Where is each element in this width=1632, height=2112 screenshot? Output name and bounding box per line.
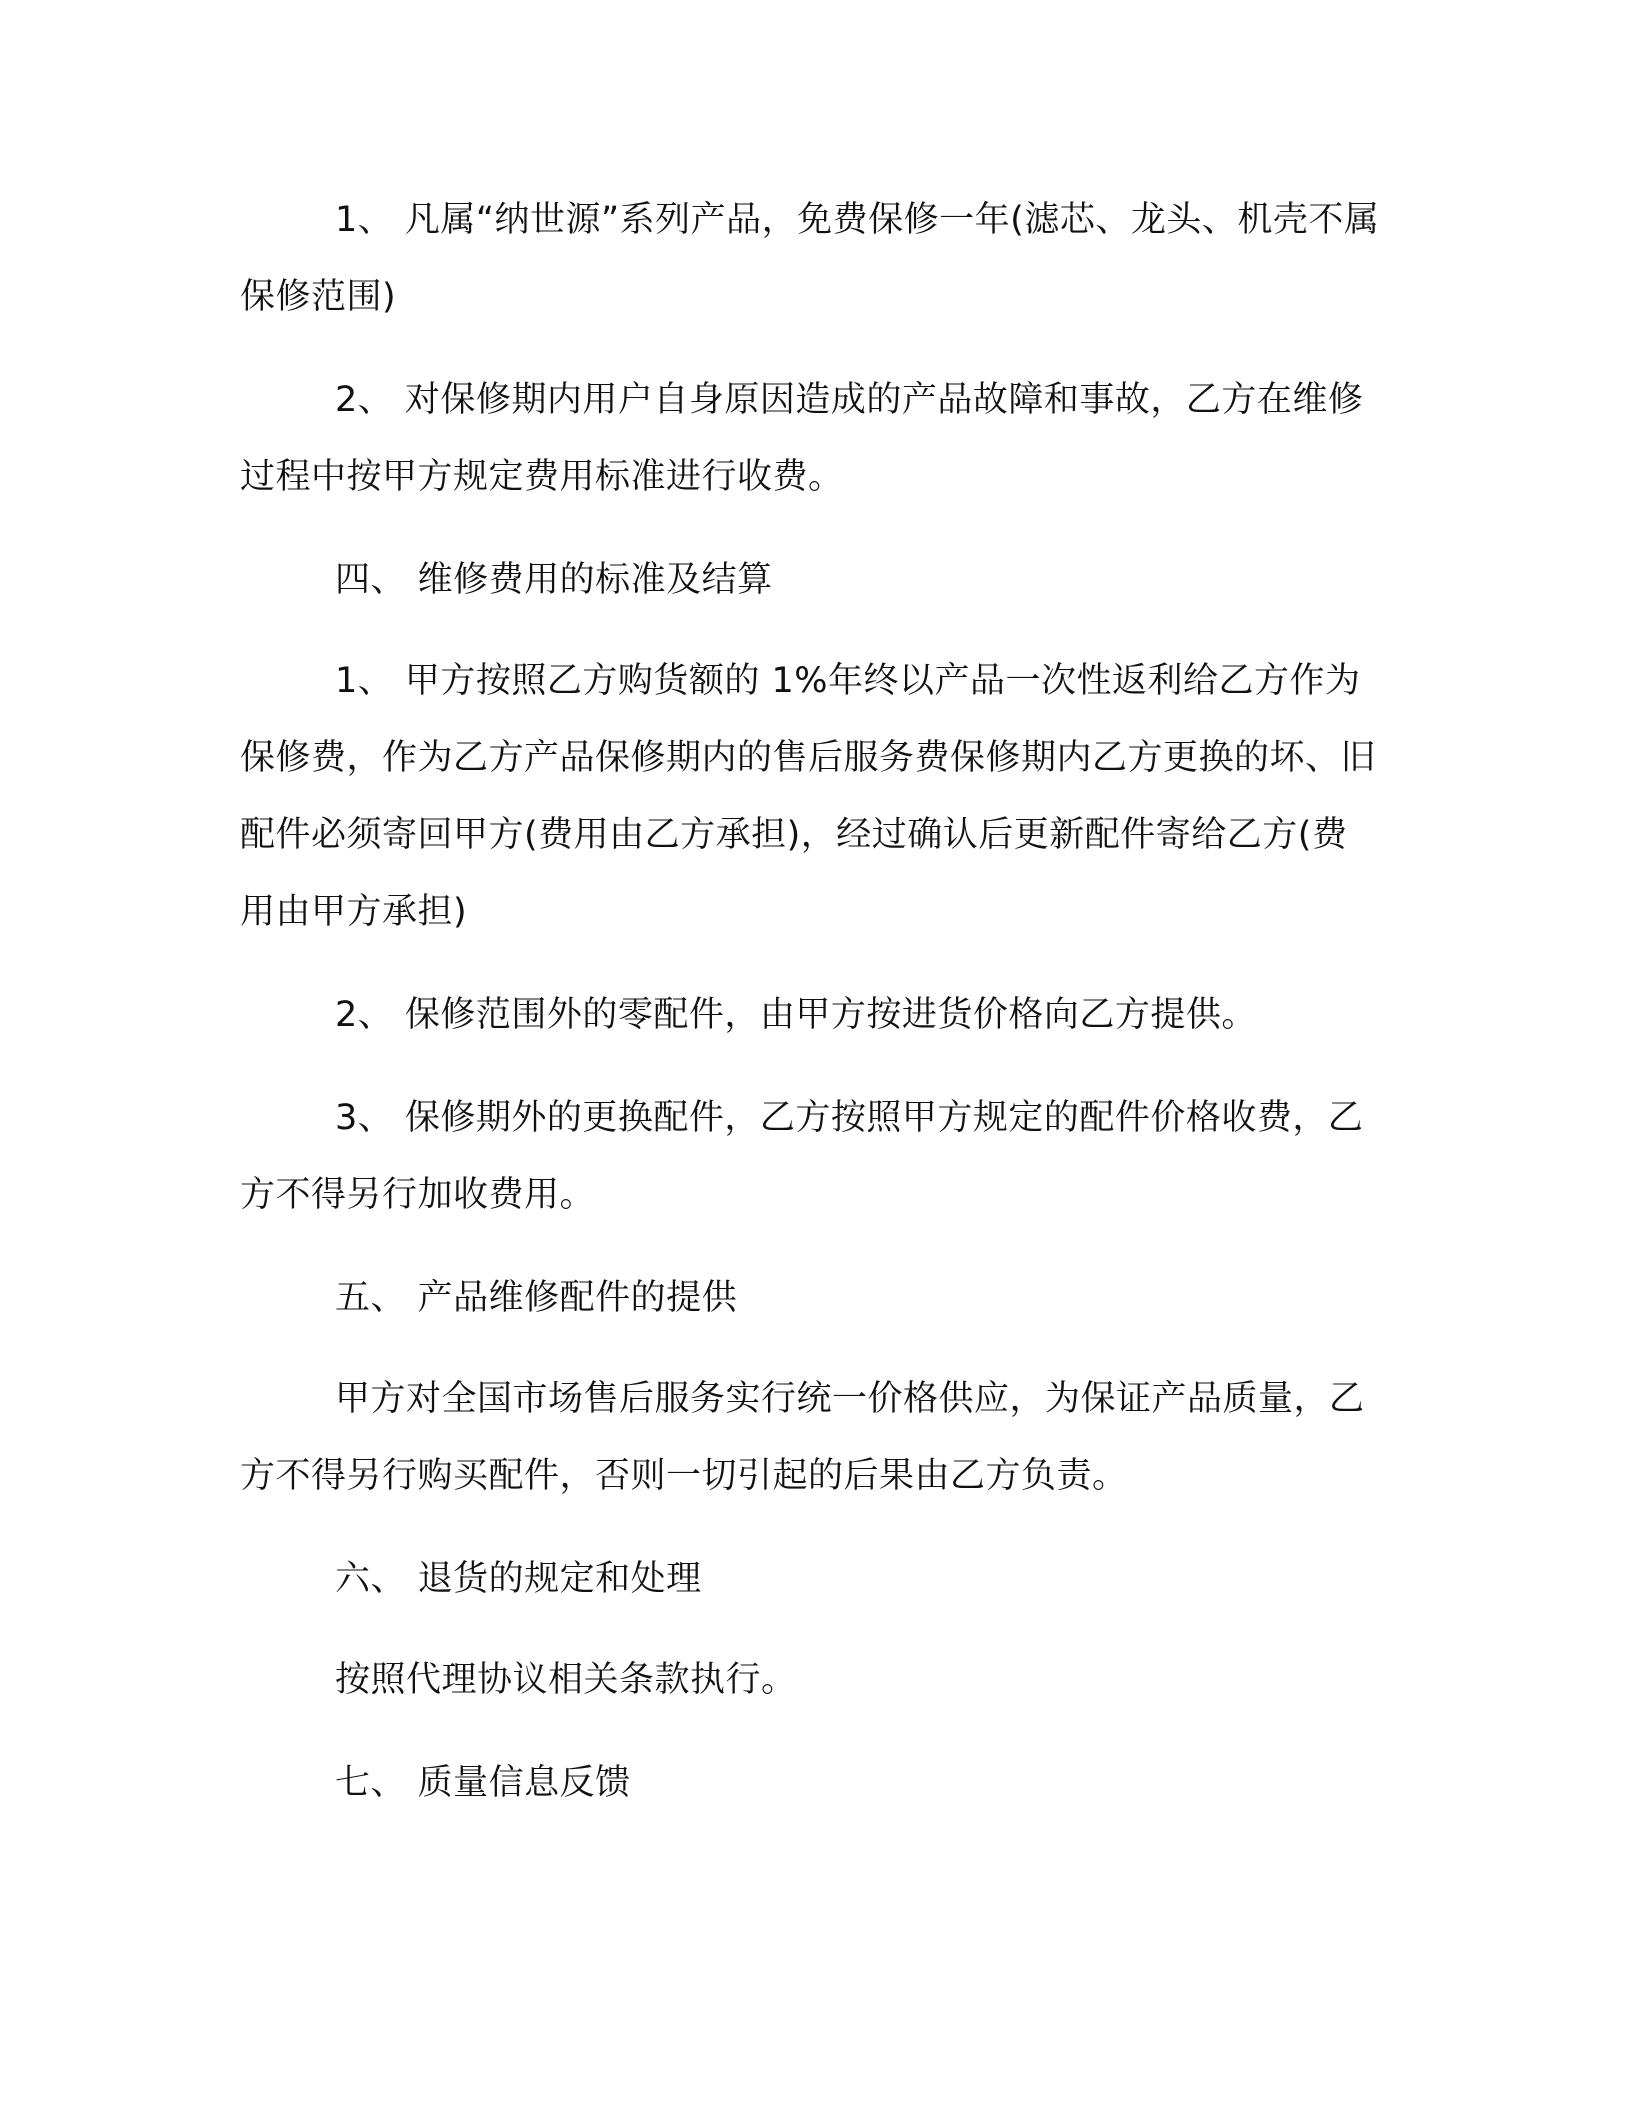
document-page (240, 182, 1380, 1822)
fee-clause-2: 2、 保修范围外的零配件，由甲方按进货价格向乙方提供。 (335, 995, 1257, 1035)
section-heading-4: 四、 维修费用的标准及结算 (335, 560, 773, 600)
parts-supply-text: 甲方对全国市场售后服务实行统一价格供应，为保证产品质量，乙方不得另行购买配件，否则一切引起的后果由乙方负责。 (240, 1379, 1365, 1496)
section-heading-7: 七、 质量信息反馈 (335, 1763, 631, 1803)
section-heading-5: 五、 产品维修配件的提供 (335, 1278, 738, 1318)
fee-clause-3: 3、 保修期外的更换配件，乙方按照甲方规定的配件价格收费，乙方不得另行加收费用。 (240, 1098, 1364, 1215)
warranty-clause-2: 2、 对保修期内用户自身原因造成的产品故障和事故，乙方在维修过程中按甲方规定费用标准进行收费。 (240, 380, 1364, 497)
fee-clause-1: 1、 甲方按照乙方购货额的 1%年终以产品一次性返利给乙方作为保修费，作为乙方产品保修期内的售后服务费保修期内乙方更换的坏、旧配件必须寄回甲方(费用由乙方承担)，经过确认后更新配件寄给乙方(费用由甲方承担) (240, 661, 1377, 932)
return-policy-text: 按照代理协议相关条款执行。 (335, 1660, 797, 1700)
warranty-clause-1: 1、 凡属“纳世源”系列产品，免费保修一年(滤芯、龙头、机壳不属保修范围) (240, 200, 1380, 317)
section-heading-6: 六、 退货的规定和处理 (335, 1559, 702, 1599)
